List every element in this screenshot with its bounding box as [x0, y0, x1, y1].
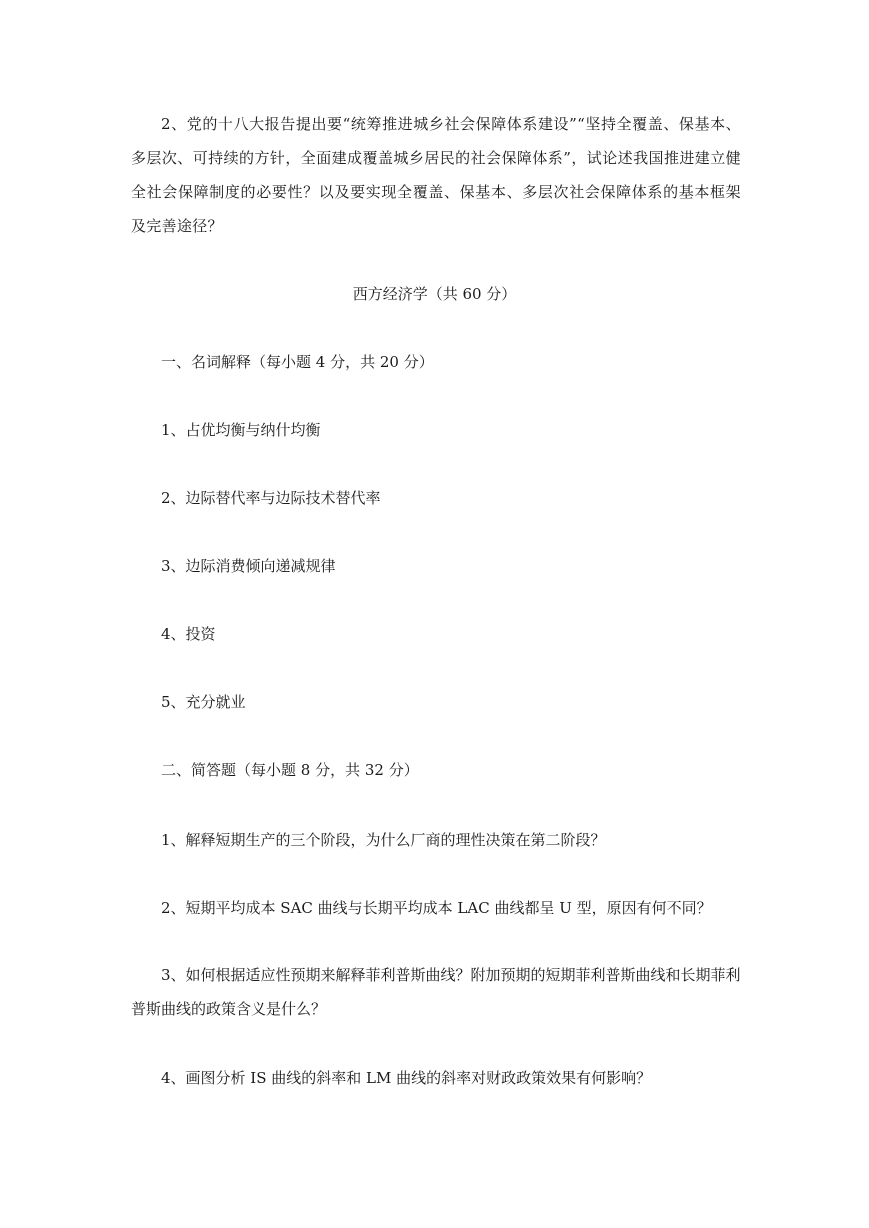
part2-item-3: 3、如何根据适应性预期来解释菲利普斯曲线？附加预期的短期菲利普斯曲线和长期菲利普斯曲线的政策含义是什么？: [131, 966, 741, 1018]
part2-item-1: 1、解释短期生产的三个阶段，为什么厂商的理性决策在第二阶段？: [161, 831, 606, 849]
part2-item-4: 4、画图分析 IS 曲线的斜率和 LM 曲线的斜率对财政政策效果有何影响？: [161, 1069, 652, 1087]
part1-item-2: 2、边际替代率与边际技术替代率: [161, 489, 381, 507]
intro-question: 2、党的十八大报告提出要“统筹推进城乡社会保障体系建设”“坚持全覆盖、保基本、多层次、可持续的方针，全面建成覆盖城乡居民的社会保障体系”，试论述我国推进建立健全社会保障制度的必要性？以及要实现全覆盖、保基本、多层次社会保障体系的基本框架及完善途径？: [131, 115, 741, 235]
section-title: 西方经济学（共 60 分）: [352, 285, 517, 303]
part1-item-5: 5、充分就业: [161, 693, 246, 711]
part2-item-2: 2、短期平均成本 SAC 曲线与长期平均成本 LAC 曲线都呈 U 型，原因有何不同？: [161, 899, 712, 917]
part2-heading: 二、简答题（每小题 8 分，共 32 分）: [161, 761, 419, 779]
part1-heading: 一、名词解释（每小题 4 分，共 20 分）: [161, 353, 434, 371]
part1-item-3: 3、边际消费倾向递减规律: [161, 557, 336, 575]
part1-item-1: 1、占优均衡与纳什均衡: [161, 421, 321, 439]
part1-item-4: 4、投资: [161, 625, 216, 643]
